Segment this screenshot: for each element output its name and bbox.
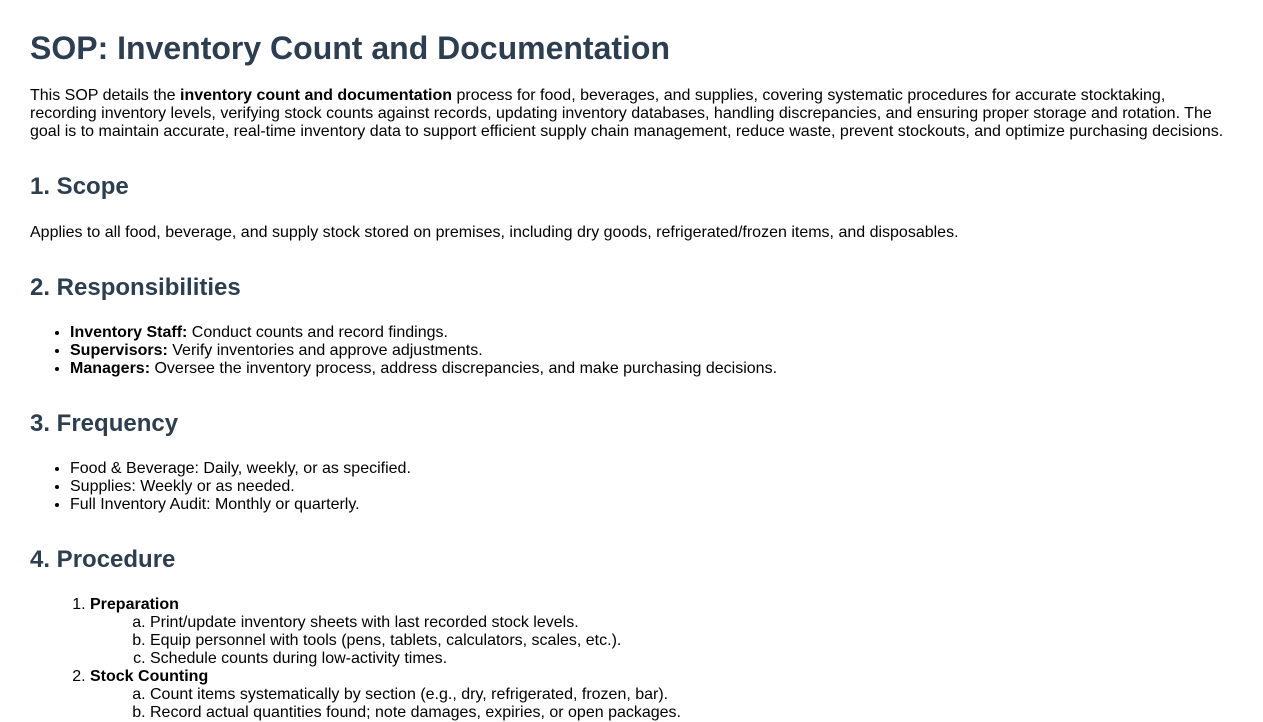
list-item: • Full Inventory Audit: Monthly or quarterly. xyxy=(70,496,1233,514)
substep: a. Print/update inventory sheets with last recorded stock levels. xyxy=(150,614,1233,632)
substep-list xyxy=(90,614,1233,668)
list-item: • Food & Beverage: Daily, weekly, or as specified. xyxy=(70,460,1233,478)
role-label: Supervisors: xyxy=(70,342,168,359)
role-description: Conduct counts and record findings. xyxy=(187,324,448,341)
intro-emphasis: inventory count and documentation xyxy=(180,87,453,104)
step-title: Stock Counting xyxy=(90,668,209,685)
intro-text-start: This SOP details the xyxy=(30,87,180,104)
role-label: Managers: xyxy=(70,360,151,377)
step-title: Preparation xyxy=(90,596,179,613)
responsibilities-heading: 2. Responsibilities xyxy=(30,274,241,301)
scope-text: Applies to all food, beverage, and supply stock stored on premises, including dry goods, refrigerated/frozen items, and disposables. xyxy=(30,224,959,241)
page-title: SOP: Inventory Count and Documentation xyxy=(30,30,671,66)
procedure-step xyxy=(90,596,1233,668)
intro-paragraph xyxy=(30,87,1233,141)
substep: c. Schedule counts during low-activity times. xyxy=(150,650,1233,668)
list-item xyxy=(70,342,1233,360)
intro-text-end: process for food, beverages, and supplies, covering systematic procedures for accurate stocktaking, recording inventory levels, verifying stock counts against records, updating inventory databases, handling discrepancies, and ensuring proper storage and rotation. The goal is to maintain accurate, real-time inventory data to support efficient supply chain management, reduce waste, prevent stockouts, and optimize purchasing decisions. xyxy=(30,87,1224,140)
role-description: Oversee the inventory process, address discrepancies, and make purchasing decisions. xyxy=(150,360,778,377)
list-item: • Supplies: Weekly or as needed. xyxy=(70,478,1233,496)
substep-list xyxy=(90,686,1233,722)
role-label: Inventory Staff: xyxy=(70,324,188,341)
responsibilities-list xyxy=(30,324,1233,378)
scope-heading: 1. Scope xyxy=(30,173,129,200)
procedure-step xyxy=(90,668,1233,722)
substep: b. Equip personnel with tools (pens, tablets, calculators, scales, etc.). xyxy=(150,632,1233,650)
frequency-heading: 3. Frequency xyxy=(30,410,179,437)
procedure-steps xyxy=(30,596,1233,722)
frequency-list xyxy=(30,460,1233,514)
substep: b. Record actual quantities found; note damages, expiries, or open packages. xyxy=(150,704,1233,722)
substep: a. Count items systematically by section (e.g., dry, refrigerated, frozen, bar). xyxy=(150,686,1233,704)
list-item xyxy=(70,324,1233,342)
procedure-heading: 4. Procedure xyxy=(30,546,176,573)
role-description: Verify inventories and approve adjustments. xyxy=(167,342,483,359)
list-item xyxy=(70,360,1233,378)
